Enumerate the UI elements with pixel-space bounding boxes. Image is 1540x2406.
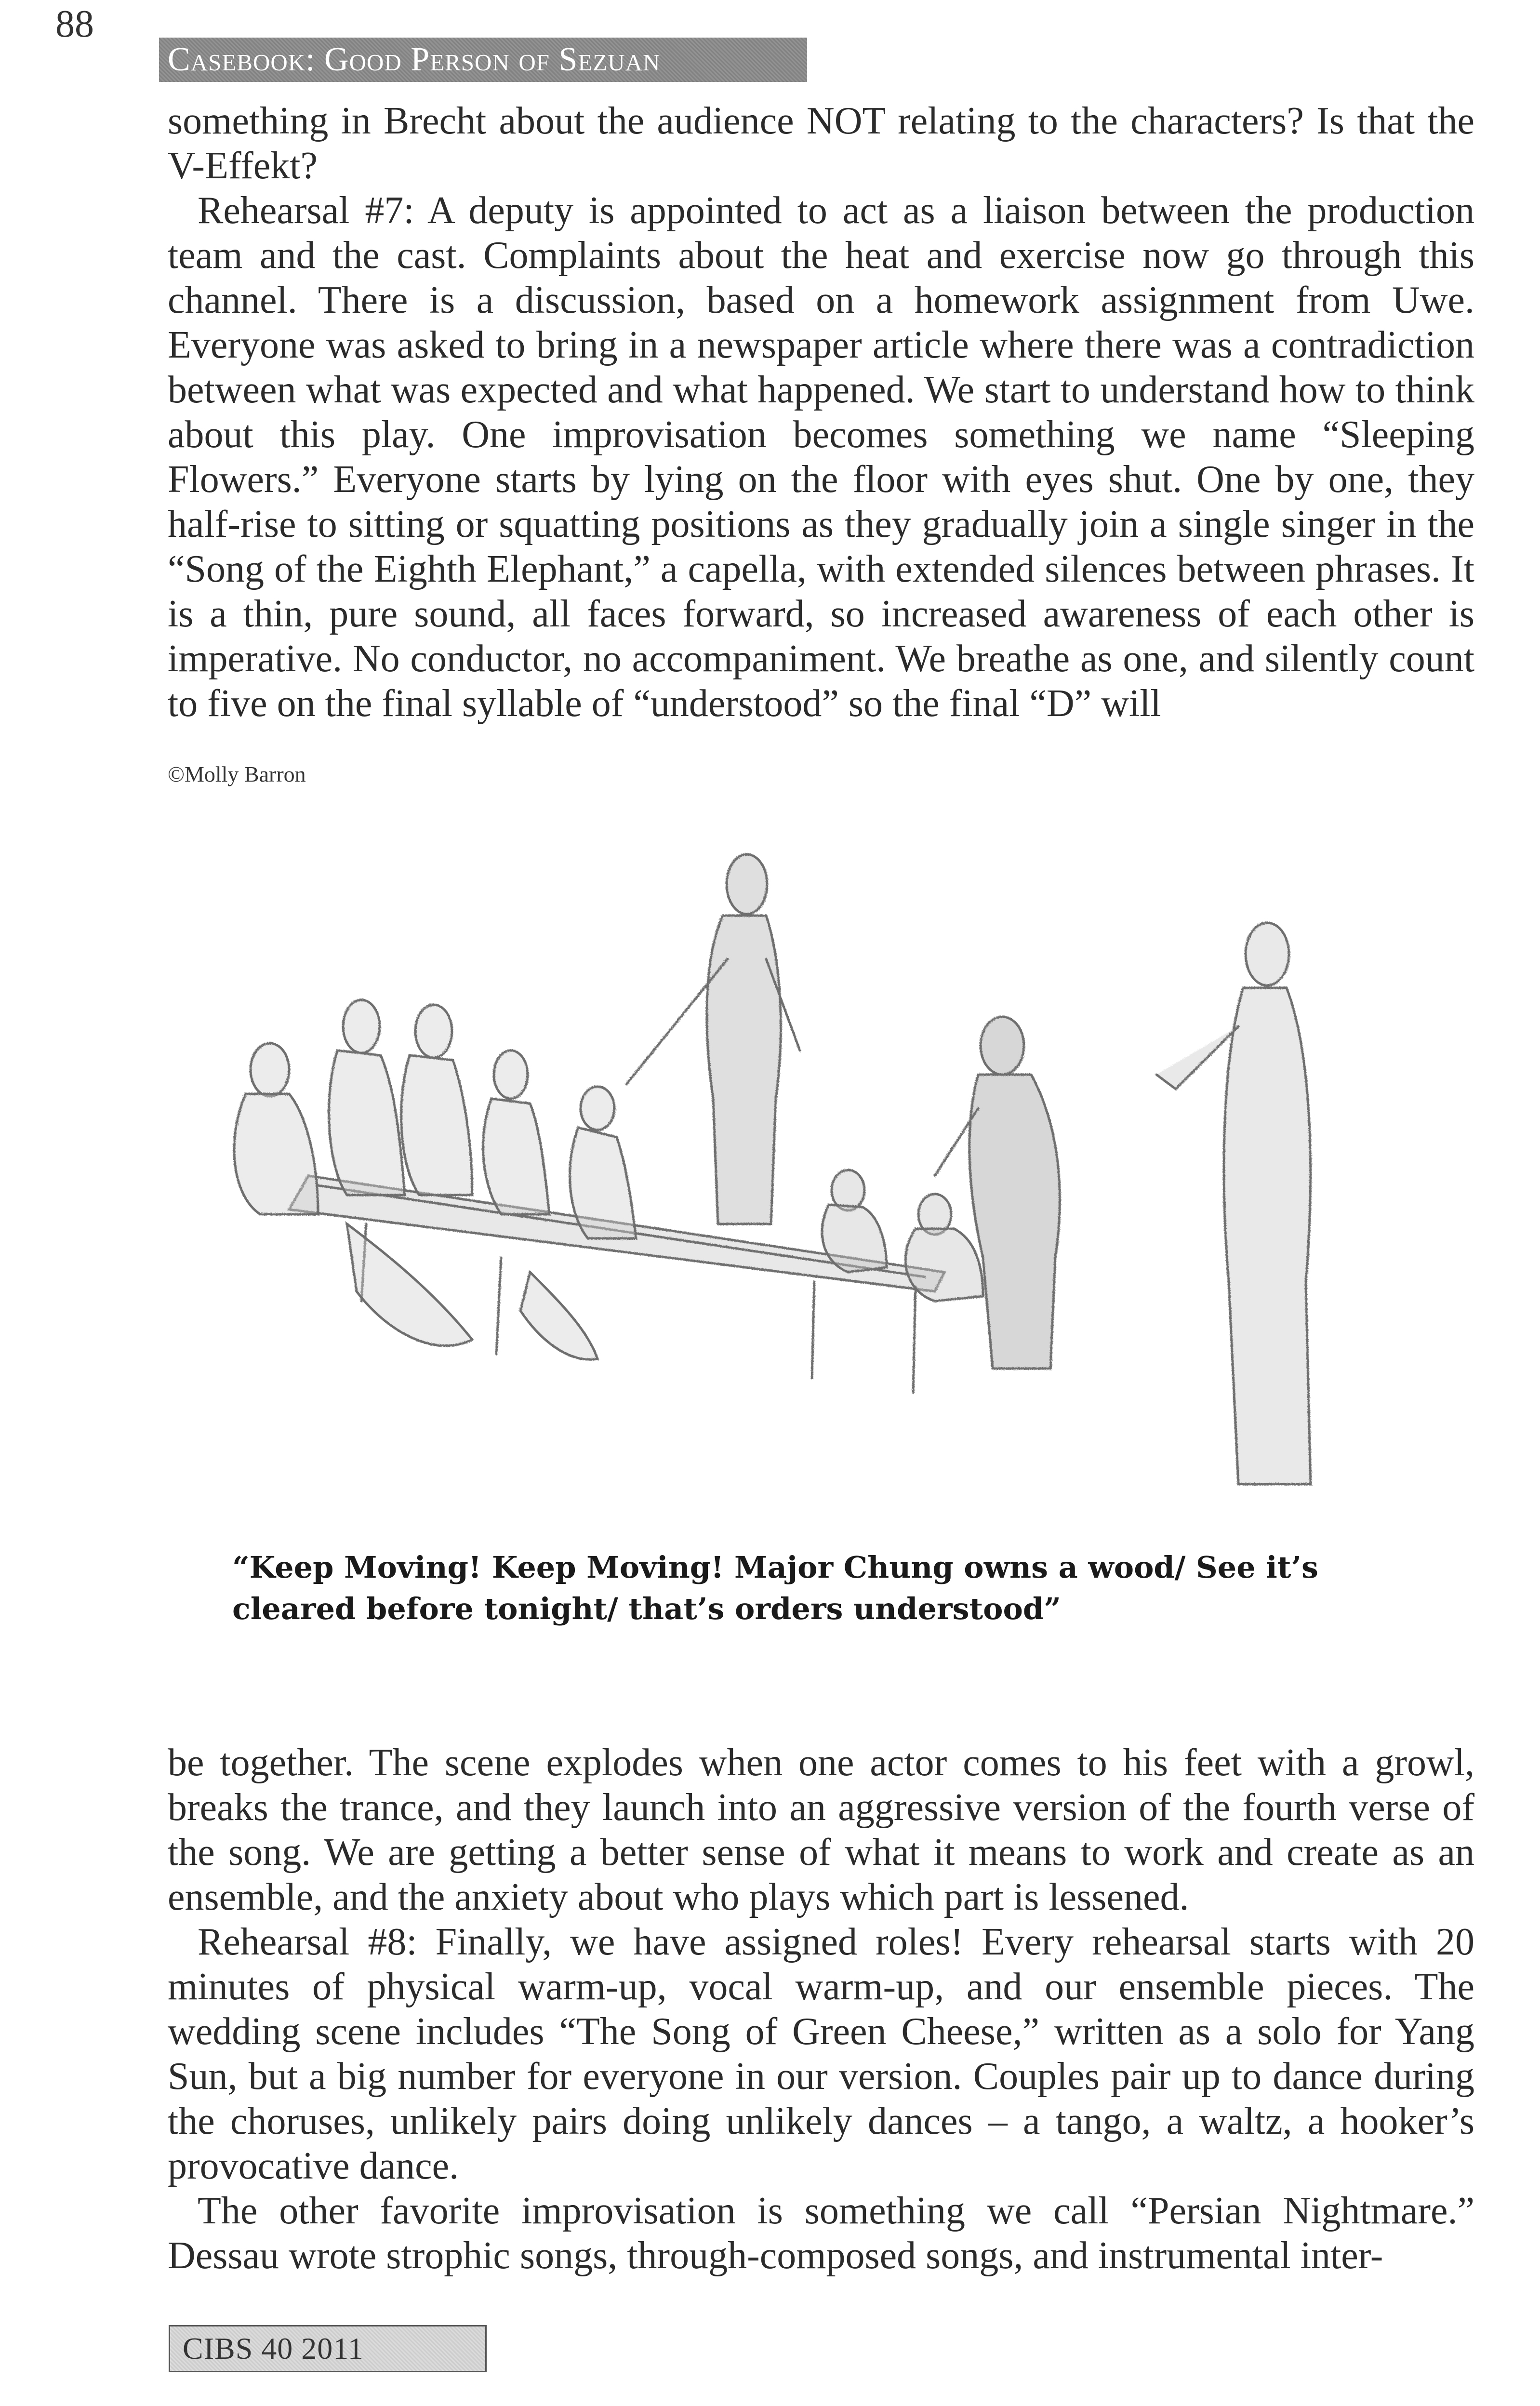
illustration-caption — [232, 1547, 1389, 1630]
standing-figure-sketch — [626, 854, 800, 1224]
image-credit: ©Molly Barron — [168, 762, 306, 786]
body-text-top — [168, 99, 1474, 726]
paragraph: something in Brecht about the audience NOT relating to the characters? Is that the V-Effekt? — [168, 100, 1474, 187]
page-number: 88 — [55, 3, 94, 45]
paragraph: Rehearsal #8: Finally, we have assigned roles! Every rehearsal starts with 20 minutes of physical warm-up, vocal warm-up, and our ensemble pieces. The wedding scene includes “The Song of Green Cheese,” written as a solo for Yang Sun, but a big number for everyone in our version. Couples pair up to dance during the choruses, unlikely pairs doing unlikely dances – a tango, a waltz, a hooker’s provocative dance. — [168, 1921, 1474, 2187]
body-text-bottom — [168, 1741, 1474, 2278]
paragraph: Rehearsal #7: A deputy is appointed to act as a liaison between the production team and the cast. Complaints about the heat and exercise now go through this channel. There is a discussion, based on a homework assignment from Uwe. Everyone was asked to bring in a newspaper article where there was a contradiction between what was expected and what happened. We start to understand how to think about this play. One improvisation becomes something we name “Sleeping Flowers.” Everyone starts by lying on the floor with eyes shut. One by one, they half-rise to sitting or squatting positions as they gradually join a single singer in the “Song of the Eighth Elephant,” a capella, with extended silences between phrases. It is a thin, pure sound, all faces forward, so increased awareness of each other is imperative. No conductor, no accompaniment. We breathe as one, and silently count to five on the final syllable of “understood” so the final “D” will — [168, 189, 1474, 725]
paragraph: The other favorite improvisation is something we call “Persian Nightmare.” Dessau wrote strophic songs, through-composed songs, and instrumental inter- — [168, 2190, 1474, 2277]
woman-figure-sketch — [935, 1017, 1060, 1369]
paragraph: be together. The scene explodes when one actor comes to his feet with a growl, breaks the trance, and they launch into an aggressive version of the fourth verse of the song. We are getting a better sense of what it means to work and create as an ensemble, and the anxiety about who plays which part is lessened. — [168, 1741, 1474, 1918]
caption-line: “Keep Moving! Keep Moving! Major Chung owns a wood/ See it’s — [232, 1550, 1318, 1585]
running-head: Casebook: Good Person of Sezuan — [159, 38, 807, 82]
caption-line: cleared before tonight/ that’s orders understood” — [232, 1591, 1061, 1626]
journal-footer: CIBS 40 2011 — [169, 2325, 487, 2372]
robed-figure-sketch — [1156, 923, 1311, 1484]
pencil-sketch-illustration — [164, 800, 1417, 1523]
seated-figures-sketch — [234, 1000, 636, 1359]
